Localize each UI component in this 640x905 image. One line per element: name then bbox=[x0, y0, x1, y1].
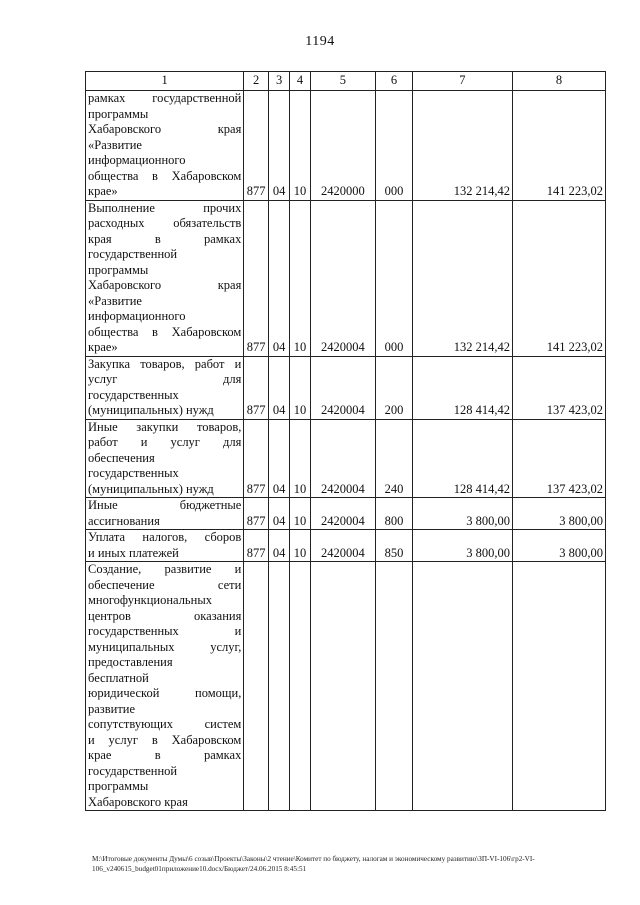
description-line: общества в Хабаровском bbox=[88, 324, 242, 339]
description-line: Выполнение прочих bbox=[88, 200, 242, 215]
ministry-code: 877 bbox=[244, 91, 269, 201]
description-line: многофункциональных bbox=[88, 593, 212, 607]
expense-type-code: 850 bbox=[376, 530, 413, 562]
amount-year-1 bbox=[412, 562, 512, 811]
description-line: информационного bbox=[88, 153, 186, 167]
subsection-code: 10 bbox=[290, 200, 310, 356]
amount-year-2: 3 800,00 bbox=[512, 498, 605, 530]
description-line: информационного bbox=[88, 309, 186, 323]
description-line: Хабаровского края bbox=[88, 278, 242, 292]
amount-year-1: 128 414,42 bbox=[412, 356, 512, 419]
header-col-8: 8 bbox=[512, 72, 605, 91]
description-line: Закупка товаров, работ и bbox=[88, 356, 242, 371]
header-col-4: 4 bbox=[290, 72, 310, 91]
ministry-code: 877 bbox=[244, 498, 269, 530]
description-line: и услуг в Хабаровском bbox=[88, 732, 242, 747]
table-row bbox=[86, 562, 606, 811]
description-line: расходных обязательств bbox=[88, 216, 242, 230]
description-line: Уплата налогов, сборов bbox=[88, 530, 242, 544]
page-number: 1194 bbox=[305, 34, 335, 49]
amount-year-2: 141 223,02 bbox=[512, 91, 605, 201]
subsection-code: 10 bbox=[290, 356, 310, 419]
file-path-footer bbox=[92, 854, 612, 874]
target-article-code bbox=[310, 562, 375, 811]
amount-year-2: 137 423,02 bbox=[512, 419, 605, 498]
expense-type-code: 000 bbox=[376, 200, 413, 356]
description-line: работ и услуг для bbox=[88, 435, 242, 449]
header-col-6: 6 bbox=[376, 72, 413, 91]
description-line: юридической помощи, bbox=[88, 686, 242, 700]
description-line: предоставления bbox=[88, 655, 173, 669]
description-line: (муниципальных) нужд bbox=[88, 481, 214, 496]
table-row bbox=[86, 498, 606, 530]
expense-type-code: 200 bbox=[376, 356, 413, 419]
description-line: сопутствующих систем bbox=[88, 717, 242, 731]
amount-year-2: 141 223,02 bbox=[512, 200, 605, 356]
amount-year-1: 132 214,42 bbox=[412, 200, 512, 356]
budget-table bbox=[85, 71, 606, 811]
description-line: центров оказания bbox=[88, 608, 242, 623]
table-row bbox=[86, 356, 606, 419]
description-line: Хабаровского края bbox=[88, 122, 242, 136]
row-description bbox=[86, 419, 244, 498]
target-article-code: 2420004 bbox=[310, 356, 375, 419]
row-description bbox=[86, 498, 244, 530]
description-line: бесплатной bbox=[88, 670, 149, 685]
subsection-code: 10 bbox=[290, 530, 310, 562]
amount-year-2: 137 423,02 bbox=[512, 356, 605, 419]
subsection-code: 10 bbox=[290, 498, 310, 530]
header-col-5: 5 bbox=[310, 72, 375, 91]
description-line: «Развитие bbox=[88, 137, 142, 152]
row-description bbox=[86, 356, 244, 419]
target-article-code: 2420004 bbox=[310, 530, 375, 562]
footer-line: 106_v240615_budget01приложение10.docx/Бюджет/24.06.2015 8:45:51 bbox=[92, 865, 307, 873]
amount-year-2 bbox=[512, 562, 605, 811]
description-line: Иные закупки товаров, bbox=[88, 419, 242, 434]
amount-year-1: 3 800,00 bbox=[412, 530, 512, 562]
subsection-code bbox=[290, 562, 310, 811]
target-article-code: 2420004 bbox=[310, 200, 375, 356]
header-col-2: 2 bbox=[244, 72, 269, 91]
section-code: 04 bbox=[268, 498, 289, 530]
description-line: ассигнования bbox=[88, 513, 160, 528]
target-article-code: 2420004 bbox=[310, 419, 375, 498]
section-code: 04 bbox=[268, 419, 289, 498]
description-line: государственных и bbox=[88, 624, 242, 638]
expense-type-code: 240 bbox=[376, 419, 413, 498]
description-line: программы bbox=[88, 779, 149, 793]
table-row bbox=[86, 91, 606, 201]
table-header-row bbox=[86, 72, 606, 91]
description-line: (муниципальных) нужд bbox=[88, 403, 214, 417]
expense-type-code: 800 bbox=[376, 498, 413, 530]
table-row bbox=[86, 530, 606, 562]
expense-type-code bbox=[376, 562, 413, 811]
expense-type-code: 000 bbox=[376, 91, 413, 201]
amount-year-1: 3 800,00 bbox=[412, 498, 512, 530]
target-article-code: 2420000 bbox=[310, 91, 375, 201]
header-col-1: 1 bbox=[86, 72, 244, 91]
description-line: государственных bbox=[88, 466, 179, 480]
table-row bbox=[86, 200, 606, 356]
description-line: Создание, развитие и bbox=[88, 562, 242, 576]
description-line: крае в рамках bbox=[88, 748, 242, 762]
footer-line: M:\Итоговые документы Думы\6 созыв\Проекты\Законы\2 чтение\Комитет по бюджету, налогам и экономическому развитию\ЗП-VI-106\гр2-VI- bbox=[92, 855, 535, 863]
ministry-code: 877 bbox=[244, 200, 269, 356]
ministry-code: 877 bbox=[244, 530, 269, 562]
target-article-code: 2420004 bbox=[310, 498, 375, 530]
description-line: обеспечение сети bbox=[88, 577, 242, 592]
description-line: программы bbox=[88, 262, 149, 277]
description-line: и иных платежей bbox=[88, 545, 179, 560]
description-line: государственных bbox=[88, 387, 179, 402]
row-description bbox=[86, 562, 244, 811]
description-line: развитие bbox=[88, 701, 136, 716]
description-line: государственной bbox=[88, 763, 178, 778]
ministry-code: 877 bbox=[244, 356, 269, 419]
row-description bbox=[86, 530, 244, 562]
section-code: 04 bbox=[268, 530, 289, 562]
ministry-code: 877 bbox=[244, 419, 269, 498]
amount-year-1: 132 214,42 bbox=[412, 91, 512, 201]
amount-year-1: 128 414,42 bbox=[412, 419, 512, 498]
description-line: обеспечения bbox=[88, 450, 155, 465]
table-row bbox=[86, 419, 606, 498]
header-col-7: 7 bbox=[412, 72, 512, 91]
row-description bbox=[86, 200, 244, 356]
section-code: 04 bbox=[268, 200, 289, 356]
subsection-code: 10 bbox=[290, 91, 310, 201]
description-line: муниципальных услуг, bbox=[88, 639, 242, 654]
amount-year-2: 3 800,00 bbox=[512, 530, 605, 562]
description-line: «Развитие bbox=[88, 293, 142, 308]
description-line: края в рамках bbox=[88, 231, 242, 246]
description-line: услуг для bbox=[88, 372, 242, 386]
section-code: 04 bbox=[268, 356, 289, 419]
row-description bbox=[86, 91, 244, 201]
description-line: программы bbox=[88, 106, 149, 121]
description-line: Хабаровского края bbox=[88, 794, 188, 809]
description-line: рамках государственной bbox=[88, 91, 242, 105]
description-line: крае» bbox=[88, 184, 118, 198]
description-line: общества в Хабаровском bbox=[88, 168, 242, 183]
description-line: крае» bbox=[88, 340, 118, 354]
table-body bbox=[86, 91, 606, 811]
section-code bbox=[268, 562, 289, 811]
description-line: Иные бюджетные bbox=[88, 498, 242, 512]
description-line: государственной bbox=[88, 247, 178, 261]
section-code: 04 bbox=[268, 91, 289, 201]
header-col-3: 3 bbox=[268, 72, 289, 91]
subsection-code: 10 bbox=[290, 419, 310, 498]
ministry-code bbox=[244, 562, 269, 811]
